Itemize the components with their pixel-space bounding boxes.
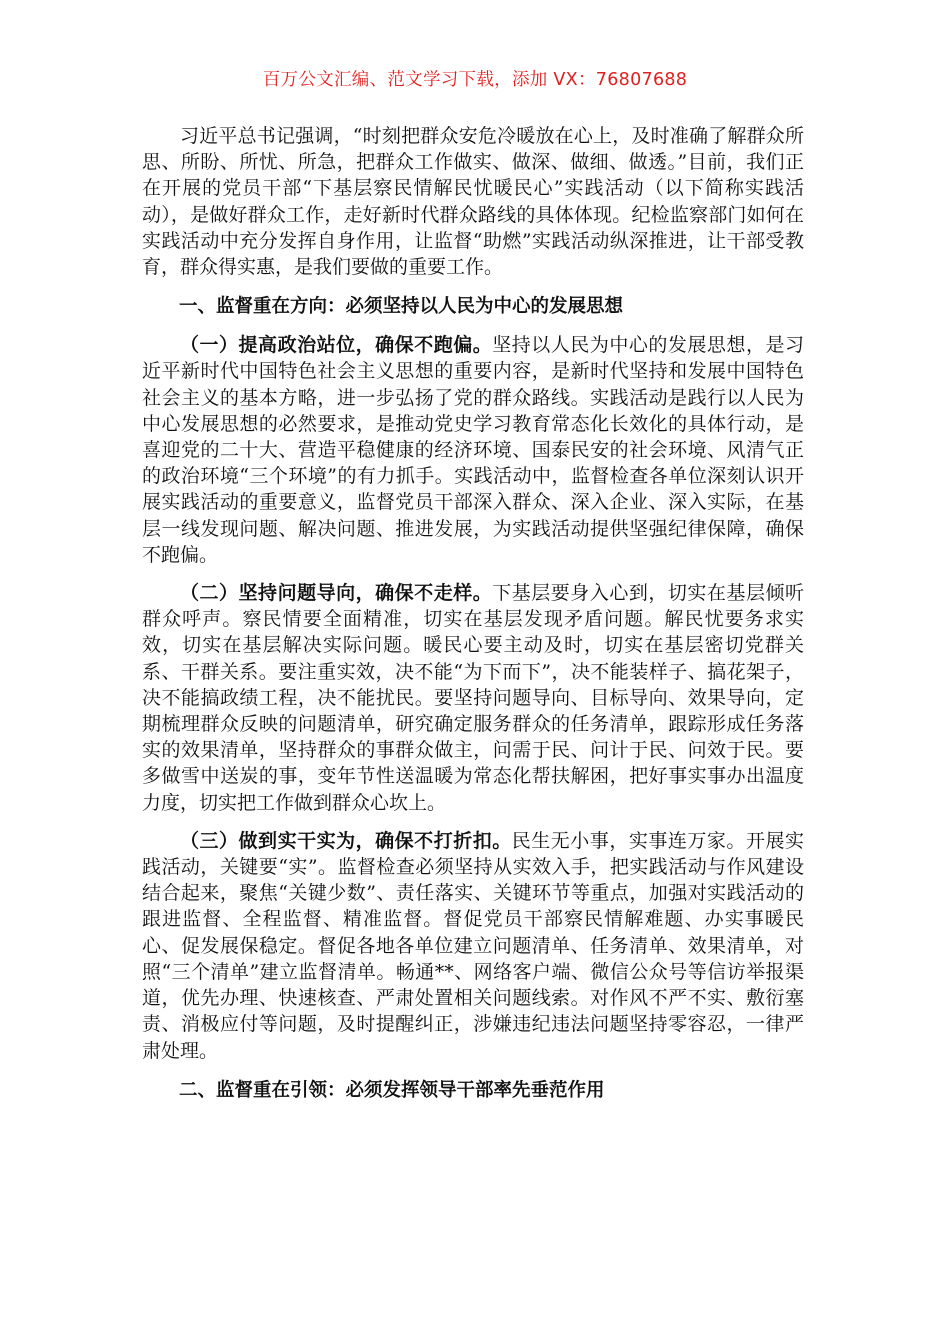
section-heading-2: 二、监督重在引领：必须发挥领导干部率先垂范作用	[179, 1079, 605, 1101]
paragraph-text: 下基层要身入心到，切实在基层倾听群众呼声。察民情要全面精准，切实在基层发现矛盾问题。解民忧要务求实效，切实在基层解决实际问题。暖民心要主动及时，切实在基层密切党群关系、干群关系。要注重实效，决不能“为下而下”，决不能装样子、搞花架子，决不能搞政绩工程，决不能扰民。要坚持问题导向、目标导向、效果导向，定期梳理群众反映的问题清单，研究确定服务群众的任务清单，跟踪形成任务落实的效果清单，坚持群众的事群众做主，问需于民、问计于民、问效于民。要多做雪中送炭的事，变年节性送温暖为常态化帮扶解困，把好事实事办出温度力度，切实把工作做到群众心坎上。	[142, 582, 804, 814]
paragraph-text: 坚持以人民为中心的发展思想，是习近平新时代中国特色社会主义思想的重要内容，是新时代坚持和发展中国特色社会主义的基本方略，进一步弘扬了党的群众路线。实践活动是践行以人民为中心发展思想的必然要求，是推动党史学习教育常态化长效化的具体行动，是喜迎党的二十大、营造平稳健康的经济环境、国泰民安的社会环境、风清气正的政治环境“三个环境”的有力抓手。实践活动中，监督检查各单位深刻认识开展实践活动的重要意义，监督党员干部深入群众、深入企业、深入实际，在基层一线发现问题、解决问题、推进发展，为实践活动提供坚强纪律保障，确保不跑偏。	[142, 334, 804, 566]
paragraph-text: 民生无小事，实事连万家。开展实践活动，关键要“实”。监督检查必须坚持从实效入手，把实践活动与作风建设结合起来，聚焦“关键少数”、责任落实、关键环节等重点，加强对实践活动的跟进监督、全程监督、精准监督。督促党员干部察民情解难题、办实事暖民心、促发展保稳定。督促各地各单位建立问题清单、任务清单、效果清单，对照“三个清单”建立监督清单。畅通**、网络客户端、微信公众号等信访举报渠道，优先办理、快速核查、严肃处置相关问题线索。对作风不严不实、敷衍塞责、消极应付等问题，及时提醒纠正，涉嫌违纪违法问题坚持零容忍，一律严肃处理。	[142, 829, 804, 1062]
paragraph-lead: （三）做到实干实为，确保不打折扣。	[180, 829, 512, 852]
paragraph-1-3	[142, 828, 804, 1064]
section-heading-1: 一、监督重在方向：必须坚持以人民为中心的发展思想	[179, 296, 624, 318]
paragraph-1-1	[142, 332, 804, 568]
watermark-header: 百万公文汇编、范文学习下载，添加 VX：76807688	[262, 70, 688, 90]
paragraph-lead: （二）坚持问题导向，确保不走样。	[180, 582, 493, 605]
intro-paragraph: 习近平总书记强调，“时刻把群众安危冷暖放在心上，及时准确了解群众所思、所盼、所忧、所急，把群众工作做实、做深、做细、做透。”目前，我们正在开展的党员干部“下基层察民情解民忧暖民心”实践活动（以下简称实践活动），是做好群众工作，走好新时代群众路线的具体体现。纪检监察部门如何在实践活动中充分发挥自身作用，让监督“助燃”实践活动纵深推进，让干部受教育，群众得实惠，是我们要做的重要工作。	[142, 125, 804, 279]
document-body	[142, 123, 804, 1118]
paragraph-lead: （一）提高政治站位，确保不跑偏。	[180, 334, 493, 357]
paragraph-1-2	[142, 580, 804, 816]
